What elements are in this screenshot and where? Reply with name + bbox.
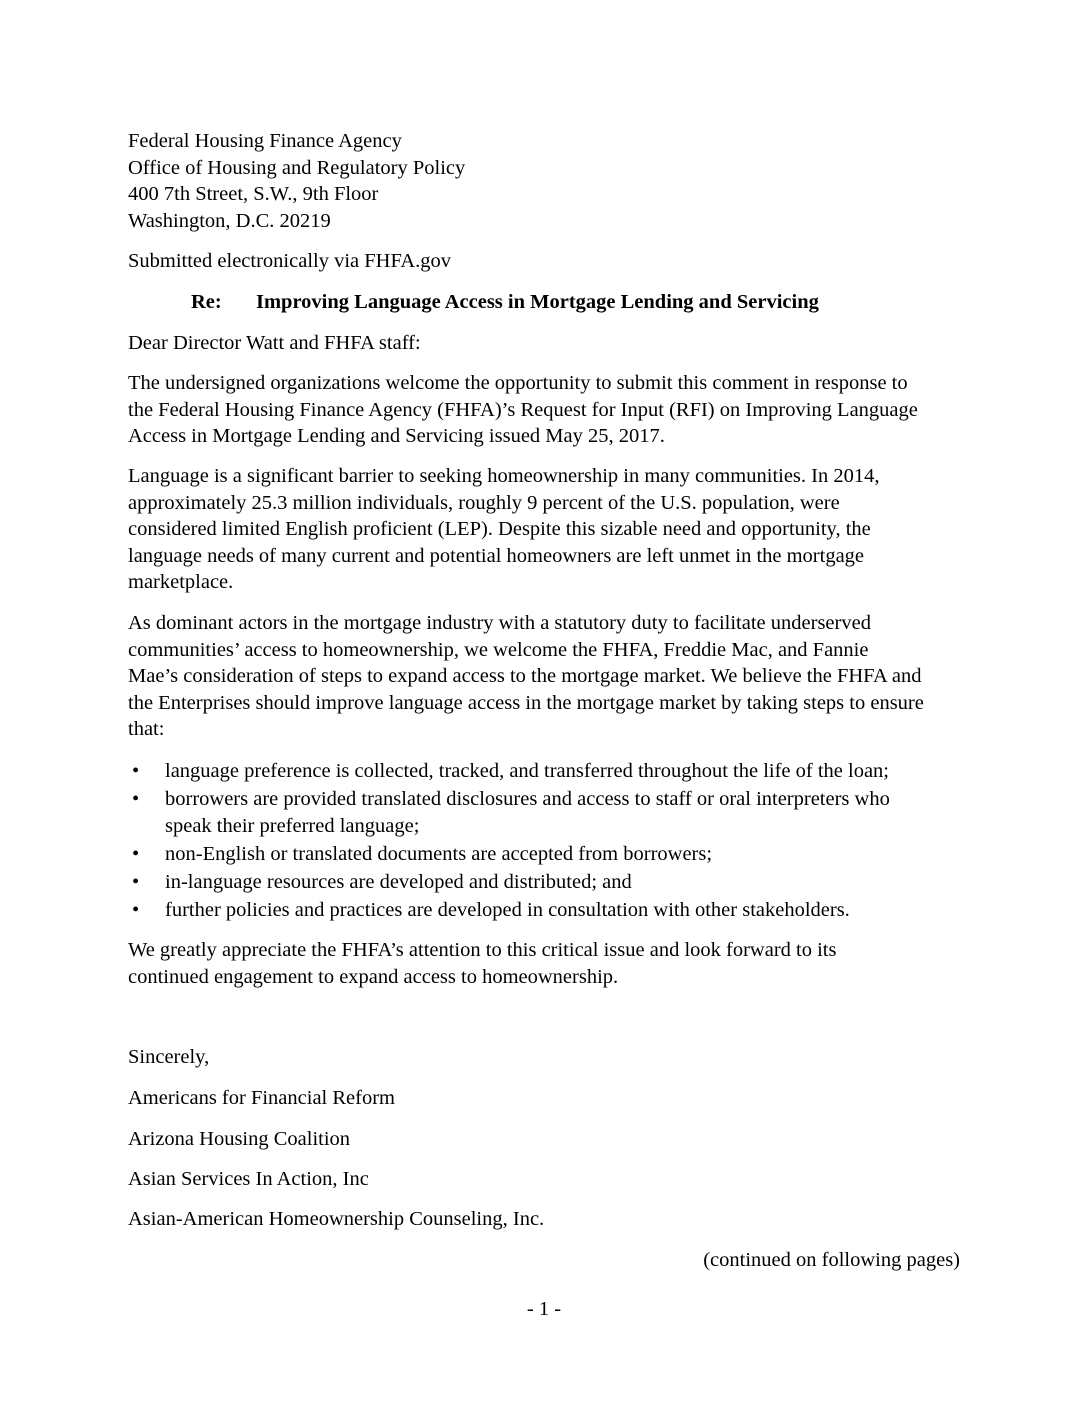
list-item-text: further policies and practices are developed in consultation with other stakeholders. bbox=[165, 899, 850, 921]
paragraph-line: We greatly appreciate the FHFA’s attention to this critical issue and look forward to its bbox=[128, 939, 837, 961]
signoff bbox=[128, 1044, 968, 1071]
salutation-text: Dear Director Watt and FHFA staff: bbox=[128, 332, 421, 354]
signoff-text: Sincerely, bbox=[128, 1046, 210, 1068]
paragraph-line: Language is a significant barrier to seeking homeownership in many communities. In 2014, bbox=[128, 465, 880, 487]
page-number: - 1 - bbox=[526, 1298, 562, 1320]
address-line: Office of Housing and Regulatory Policy bbox=[128, 156, 466, 179]
paragraph-line: communities’ access to homeownership, we welcome the FHFA, Freddie Mac, and Fannie bbox=[128, 638, 869, 661]
signatory bbox=[128, 1166, 968, 1193]
paragraph-line: approximately 25.3 million individuals, roughly 9 percent of the U.S. population, were bbox=[128, 491, 840, 514]
paragraph-line: As dominant actors in the mortgage industry with a statutory duty to facilitate underserved bbox=[128, 612, 871, 634]
signatory-name: Americans for Financial Reform bbox=[128, 1087, 395, 1109]
paragraph-line: marketplace. bbox=[128, 571, 234, 593]
signatory-name: Arizona Housing Coalition bbox=[128, 1128, 351, 1150]
signatory-name: Asian-American Homeownership Counseling, Inc. bbox=[128, 1208, 545, 1230]
list-item-text: borrowers are provided translated disclosures and access to staff or oral interpreters who bbox=[165, 788, 890, 810]
bullet-icon: • bbox=[132, 899, 140, 921]
paragraph-intro bbox=[128, 370, 968, 450]
paragraph-line: considered limited English proficient (LEP). Despite this sizable need and opportunity, the bbox=[128, 518, 871, 540]
list-item-text: non-English or translated documents are accepted from borrowers; bbox=[165, 843, 713, 865]
paragraph-actors bbox=[128, 610, 968, 743]
paragraph-line: that: bbox=[128, 718, 165, 740]
paragraph-line: Access in Mortgage Lending and Servicing issued May 25, 2017. bbox=[128, 425, 665, 447]
submission-note-text: Submitted electronically via FHFA.gov bbox=[128, 250, 452, 272]
bullet-icon: • bbox=[132, 760, 140, 782]
paragraph-line: continued engagement to expand access to homeownership. bbox=[128, 965, 619, 988]
bullet-icon: • bbox=[132, 871, 140, 893]
list-item-text: language preference is collected, tracked, and transferred throughout the life of the loan; bbox=[165, 760, 890, 782]
recipient-address bbox=[128, 128, 968, 234]
paragraph-line: Mae’s consideration of steps to expand access to the mortgage market. We believe the FHFA and bbox=[128, 665, 922, 687]
paragraph-closing bbox=[128, 937, 968, 990]
address-line: Federal Housing Finance Agency bbox=[128, 130, 402, 152]
list-item-text: speak their preferred language; bbox=[165, 815, 420, 837]
paragraph-language bbox=[128, 463, 968, 596]
signatory-name: Asian Services In Action, Inc bbox=[128, 1168, 369, 1190]
re-label: Re: bbox=[191, 291, 222, 313]
salutation bbox=[128, 330, 968, 357]
signatory bbox=[128, 1085, 968, 1112]
bullet-icon: • bbox=[132, 843, 140, 865]
address-line: Washington, D.C. 20219 bbox=[128, 209, 331, 232]
paragraph-line: language needs of many current and potential homeowners are left unmet in the mortgage bbox=[128, 544, 865, 567]
paragraph-line: the Federal Housing Finance Agency (FHFA)’s Request for Input (RFI) on Improving Language bbox=[128, 398, 918, 421]
bullet-icon: • bbox=[132, 788, 140, 810]
list-item-text: in-language resources are developed and distributed; and bbox=[165, 871, 632, 893]
signatory bbox=[128, 1206, 968, 1233]
paragraph-line: the Enterprises should improve language access in the mortgage market by taking steps to ensure bbox=[128, 691, 924, 714]
paragraph-line: The undersigned organizations welcome the opportunity to submit this comment in response to bbox=[128, 372, 908, 394]
submission-note bbox=[128, 248, 968, 275]
re-subject: Improving Language Access in Mortgage Lending and Servicing bbox=[256, 291, 819, 313]
address-line: 400 7th Street, S.W., 9th Floor bbox=[128, 183, 379, 205]
signatory bbox=[128, 1126, 968, 1153]
continued-note: (continued on following pages) bbox=[703, 1249, 960, 1271]
